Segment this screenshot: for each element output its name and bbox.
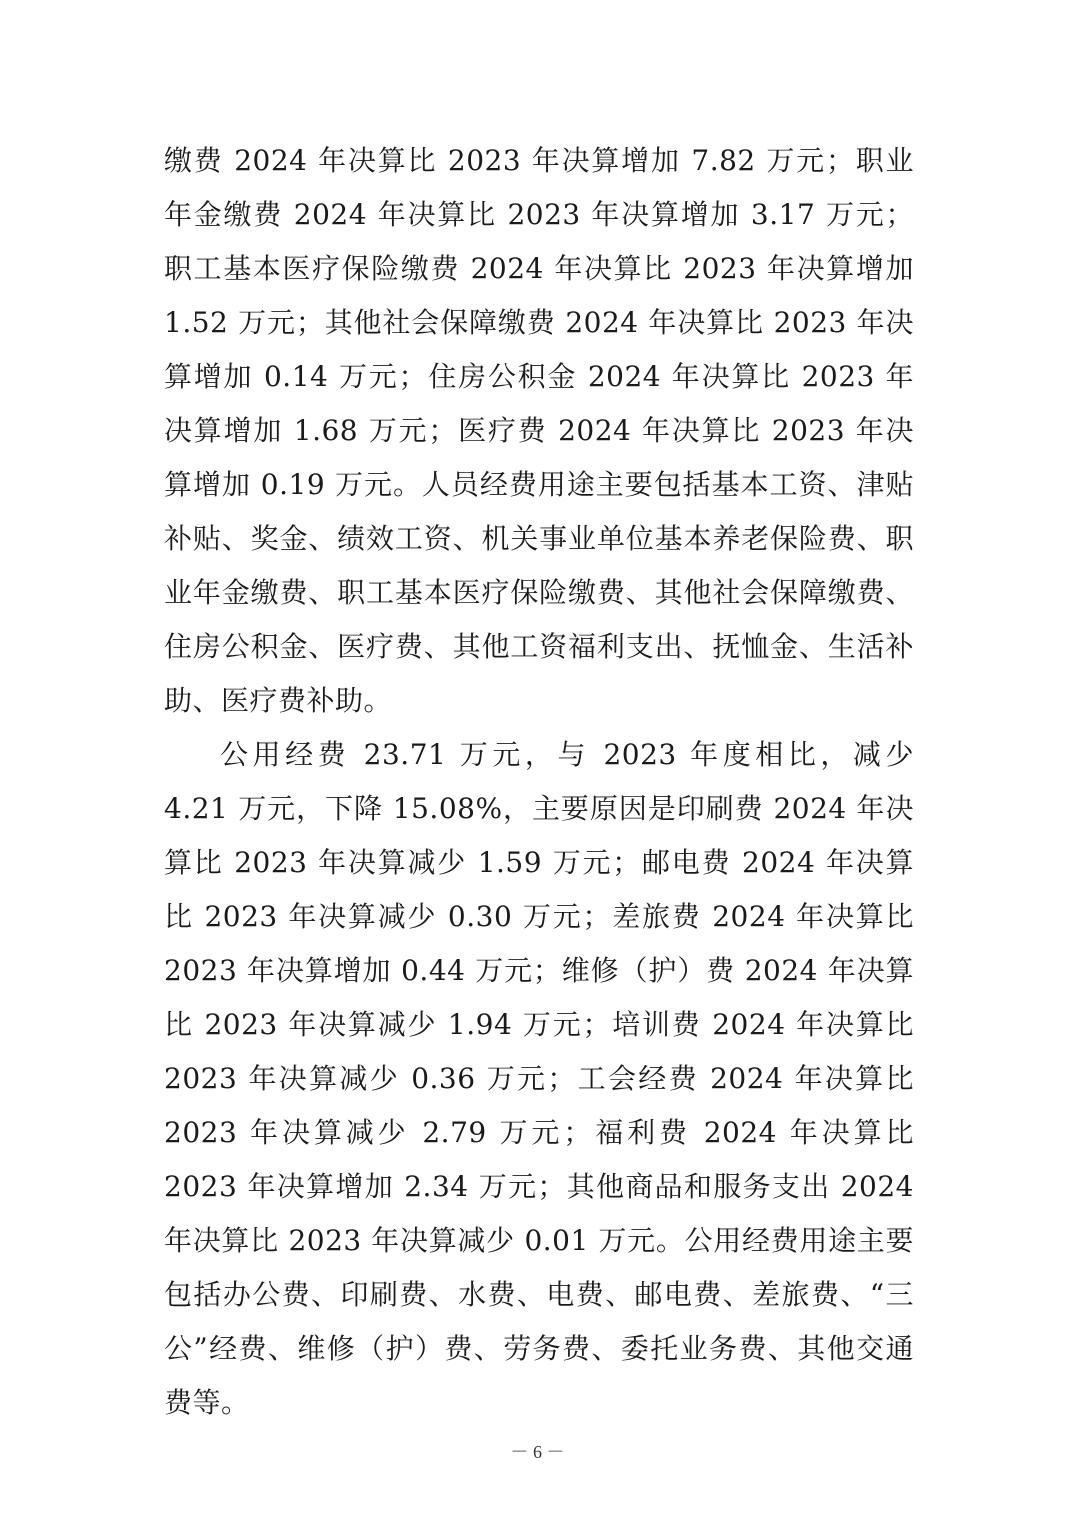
document-body xyxy=(164,134,914,1430)
page-number: － 6 － xyxy=(510,1442,565,1462)
paragraph-public-expenses: 公用经费 23.71 万元，与 2023 年度相比，减少 4.21 万元，下降 15.08%，主要原因是印刷费 2024 年决算比 2023 年决算减少 1.59 万元；邮电费 2024 年决算比 2023 年决算减少 0.30 万元；差旅费 2024 年决算比 2023 年决算增加 0.44 万元；维修（护）费 2024 年决算比 2023 年决算减少 1.94 万元；培训费 2024 年决算比 2023 年决算减少 0.36 万元；工会经费 2024 年决算比 2023 年决算减少 2.79 万元；福利费 2024 年决算比 2023 年决算增加 2.34 万元；其他商品和服务支出 2024 年决算比 2023 年决算减少 0.01 万元。公用经费用途主要包括办公费、印刷费、水费、电费、邮电费、差旅费、“三公”经费、维修（护）费、劳务费、委托业务费、其他交通费等。 xyxy=(164,738,914,1419)
paragraph-personnel-expenses: 缴费 2024 年决算比 2023 年决算增加 7.82 万元；职业年金缴费 2024 年决算比 2023 年决算增加 3.17 万元；职工基本医疗保险缴费 2024 年决算比 2023 年决算增加 1.52 万元；其他社会保障缴费 2024 年决算比 2023 年决算增加 0.14 万元；住房公积金 2024 年决算比 2023 年决算增加 1.68 万元；医疗费 2024 年决算比 2023 年决算增加 0.19 万元。人员经费用途主要包括基本工资、津贴补贴、奖金、绩效工资、机关事业单位基本养老保险费、职业年金缴费、职工基本医疗保险缴费、其他社会保障缴费、住房公积金、医疗费、其他工资福利支出、抚恤金、生活补助、医疗费补助。 xyxy=(164,144,914,717)
